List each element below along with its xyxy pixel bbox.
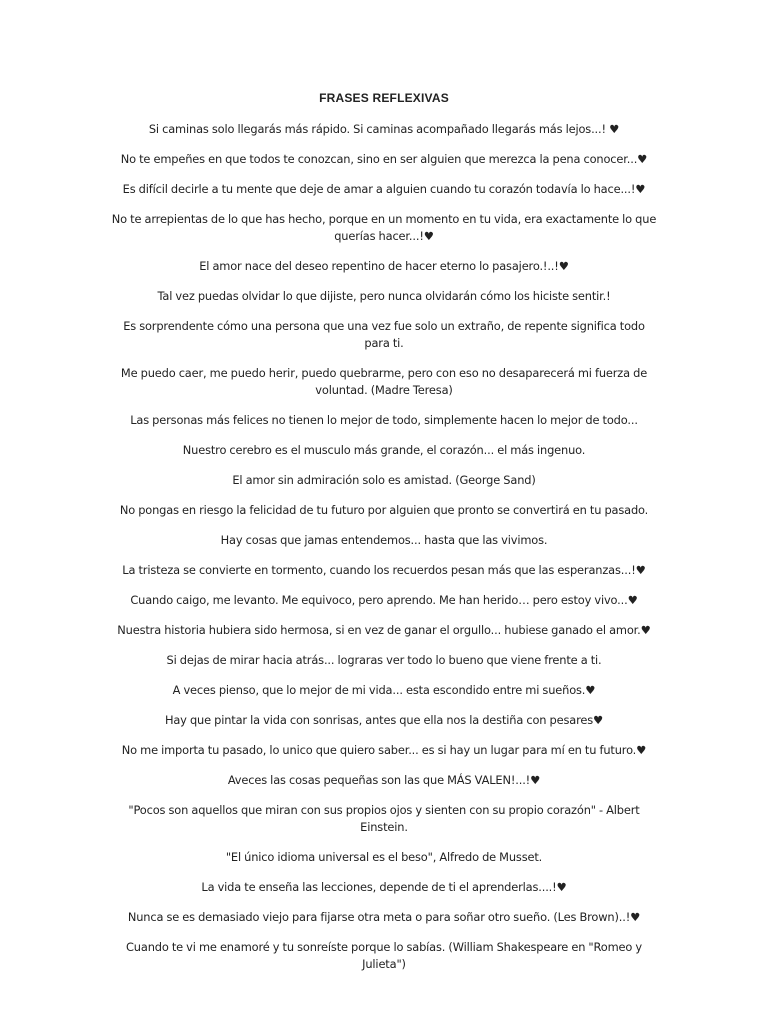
phrase-22: "Pocos son aquellos que miran con sus propios ojos y sienten con su propio corazón" - Albert Einstein.: [128, 803, 640, 834]
phrase-15: Cuando caigo, me levanto. Me equivoco, pero aprendo. Me han herido… pero estoy vivo...♥: [130, 593, 638, 607]
phrase-16: Nuestra historia hubiera sido hermosa, si en vez de ganar el orgullo... hubiese ganado el amor.♥: [117, 623, 651, 637]
phrase-5: El amor nace del deseo repentino de hacer eterno lo pasajero.!..!♥: [199, 259, 569, 273]
phrase-4: No te arrepientas de lo que has hecho, porque en un momento en tu vida, era exactamente lo que querías hacer...!♥: [111, 212, 657, 243]
phrase-25: Nunca se es demasiado viejo para fijarse otra meta o para soñar otro sueño. (Les Brown)..!♥: [127, 910, 641, 924]
phrase-18: A veces pienso, que lo mejor de mi vida... esta escondido entre mi sueños.♥: [172, 683, 596, 697]
phrase-23: "El único idioma universal es el beso", Alfredo de Musset.: [225, 850, 543, 864]
phrase-26: Cuando te vi me enamoré y tu sonreíste porque lo sabías. (William Shakespeare en "Romeo y Julieta"): [126, 940, 642, 971]
phrase-21: Aveces las cosas pequeñas son las que MÁS VALEN!...!♥: [227, 773, 541, 787]
phrase-1: Si caminas solo llegarás más rápido. Si caminas acompañado llegarás más lejos...! ♥: [148, 122, 620, 136]
phrase-3: Es difícil decirle a tu mente que deje de amar a alguien cuando tu corazón todavía lo hace...!♥: [122, 182, 646, 196]
phrase-9: Las personas más felices no tienen lo mejor de todo, simplemente hacen lo mejor de todo...: [130, 413, 638, 427]
phrase-2: No te empeñes en que todos te conozcan, sino en ser alguien que merezca la pena conocer...♥: [120, 152, 648, 166]
document-title: FRASES REFLEXIVAS: [319, 91, 449, 105]
phrase-24: La vida te enseña las lecciones, depende de ti el aprenderlas....!♥: [201, 880, 567, 894]
phrase-6: Tal vez puedas olvidar lo que dijiste, pero nunca olvidarán cómo los hiciste sentir.!: [157, 289, 611, 303]
phrase-8: Me puedo caer, me puedo herir, puedo quebrarme, pero con eso no desaparecerá mi fuerza de voluntad. (Madre Teresa): [120, 366, 648, 397]
phrase-10: Nuestro cerebro es el musculo más grande, el corazón... el más ingenuo.: [182, 443, 586, 457]
phrase-12: No pongas en riesgo la felicidad de tu futuro por alguien que pronto se convertirá en tu pasado.: [119, 503, 649, 517]
phrase-14: La tristeza se convierte en tormento, cuando los recuerdos pesan más que las esperanzas...!♥: [122, 563, 646, 577]
phrase-17: Si dejas de mirar hacia atrás... lograras ver todo lo bueno que viene frente a ti.: [166, 653, 602, 667]
phrase-13: Hay cosas que jamas entendemos... hasta que las vivimos.: [220, 533, 548, 547]
phrase-20: No me importa tu pasado, lo unico que quiero saber... es si hay un lugar para mí en tu futuro.♥: [121, 743, 647, 757]
phrase-11: El amor sin admiración solo es amistad. (George Sand): [232, 473, 536, 487]
document-page: [110, 90, 658, 986]
phrase-7: Es sorprendente cómo una persona que una vez fue solo un extraño, de repente significa todo para ti.: [123, 319, 645, 350]
phrase-19: Hay que pintar la vida con sonrisas, antes que ella nos la destiña con pesares♥: [164, 713, 604, 727]
